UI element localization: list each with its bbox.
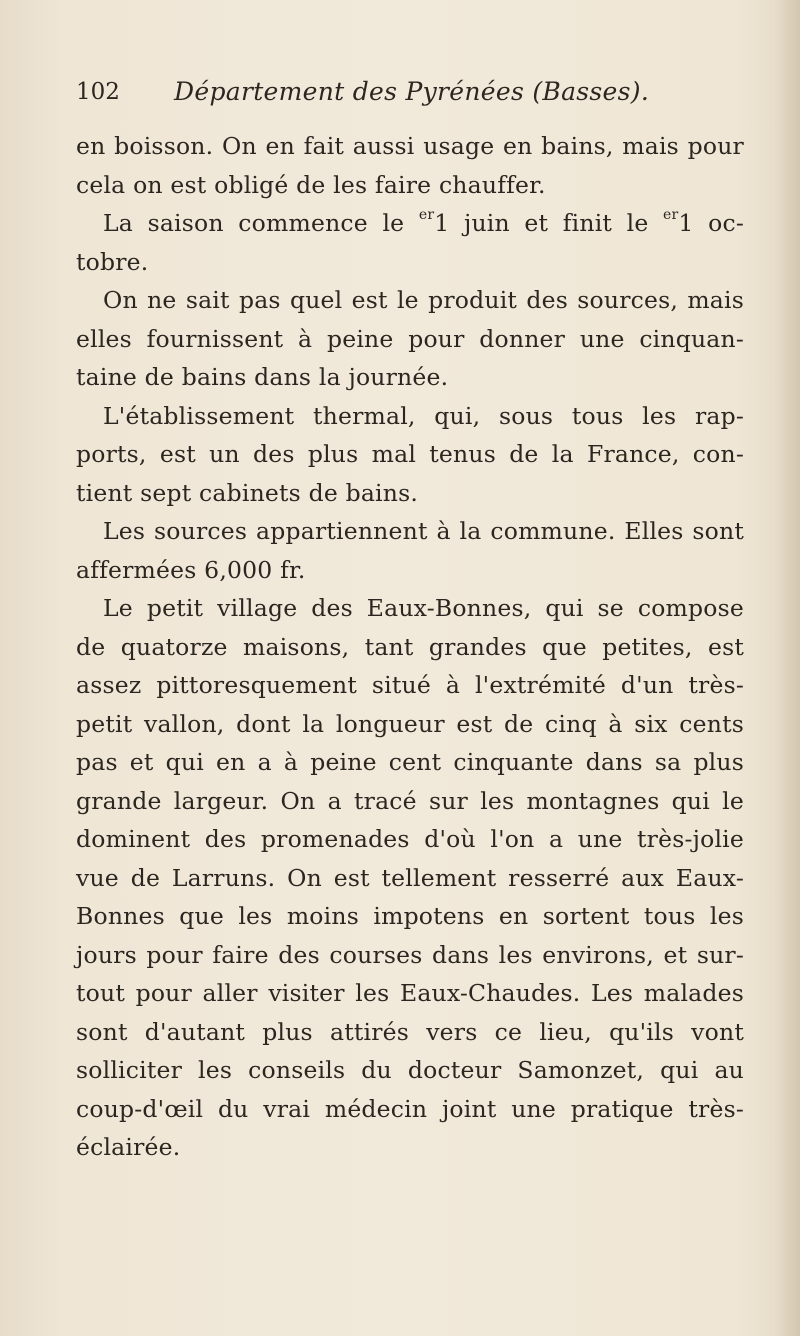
text-line: jours pour faire des courses dans les environs, et sur- xyxy=(76,940,744,969)
page-fold-shadow xyxy=(774,0,800,1336)
text-line: taine de bains dans la journée. xyxy=(76,363,449,391)
text-line: éclairée. xyxy=(76,1133,181,1161)
text-line: coup-d'œil du vrai médecin joint une pratique très- xyxy=(76,1094,744,1123)
text-line: en boisson. On en fait aussi usage en bains, mais pour xyxy=(76,132,744,160)
text-line: grande largeur. On a tracé sur les montagnes qui le xyxy=(76,786,744,815)
page-number: 102 xyxy=(76,79,120,105)
text-line: Les sources appartiennent à la commune. Elles sont xyxy=(103,517,744,545)
text-line: On ne sait pas quel est le produit des sources, mais xyxy=(103,286,744,314)
running-head xyxy=(76,72,726,112)
text-line: tobre. xyxy=(76,247,149,276)
text-line: petit vallon, dont la longueur est de cinq à six cents xyxy=(76,709,744,738)
text-line: elles fournissent à peine pour donner une cinquan- xyxy=(76,324,744,353)
text-line: dominent des promenades d'où l'on a une très-jolie xyxy=(76,825,744,853)
running-head-title: Département des Pyrénées (Basses). xyxy=(174,77,650,106)
text-line: La saison commence le $^{er}$1 juin et finit le $^{er}$1 oc- xyxy=(103,207,744,237)
text-line: tout pour aller visiter les Eaux-Chaudes. Les malades xyxy=(76,979,744,1007)
text-line: affermées 6,000 fr. xyxy=(76,555,306,584)
text-line: de quatorze maisons, tant grandes que petites, est xyxy=(76,632,744,661)
text-line: solliciter les conseils du docteur Samonzet, qui au xyxy=(76,1056,744,1084)
text-line: L'établissement thermal, qui, sous tous les rap- xyxy=(103,401,744,430)
text-line: Le petit village des Eaux-Bonnes, qui se compose xyxy=(103,594,744,622)
text-line: cela on est obligé de les faire chauffer. xyxy=(76,170,546,199)
text-line: tient sept cabinets de bains. xyxy=(76,478,419,507)
body-text xyxy=(76,127,744,1167)
text-line: assez pittoresquement situé à l'extrémité d'un très- xyxy=(76,671,744,699)
text-line: sont d'autant plus attirés vers ce lieu, qu'ils vont xyxy=(76,1017,744,1046)
text-line: Bonnes que les moins impotens en sortent tous les xyxy=(76,902,744,930)
text-line: ports, est un des plus mal tenus de la France, con- xyxy=(76,440,744,468)
text-line: vue de Larruns. On est tellement resserré aux Eaux- xyxy=(76,863,744,892)
text-line: pas et qui en a à peine cent cinquante dans sa plus xyxy=(76,748,744,776)
